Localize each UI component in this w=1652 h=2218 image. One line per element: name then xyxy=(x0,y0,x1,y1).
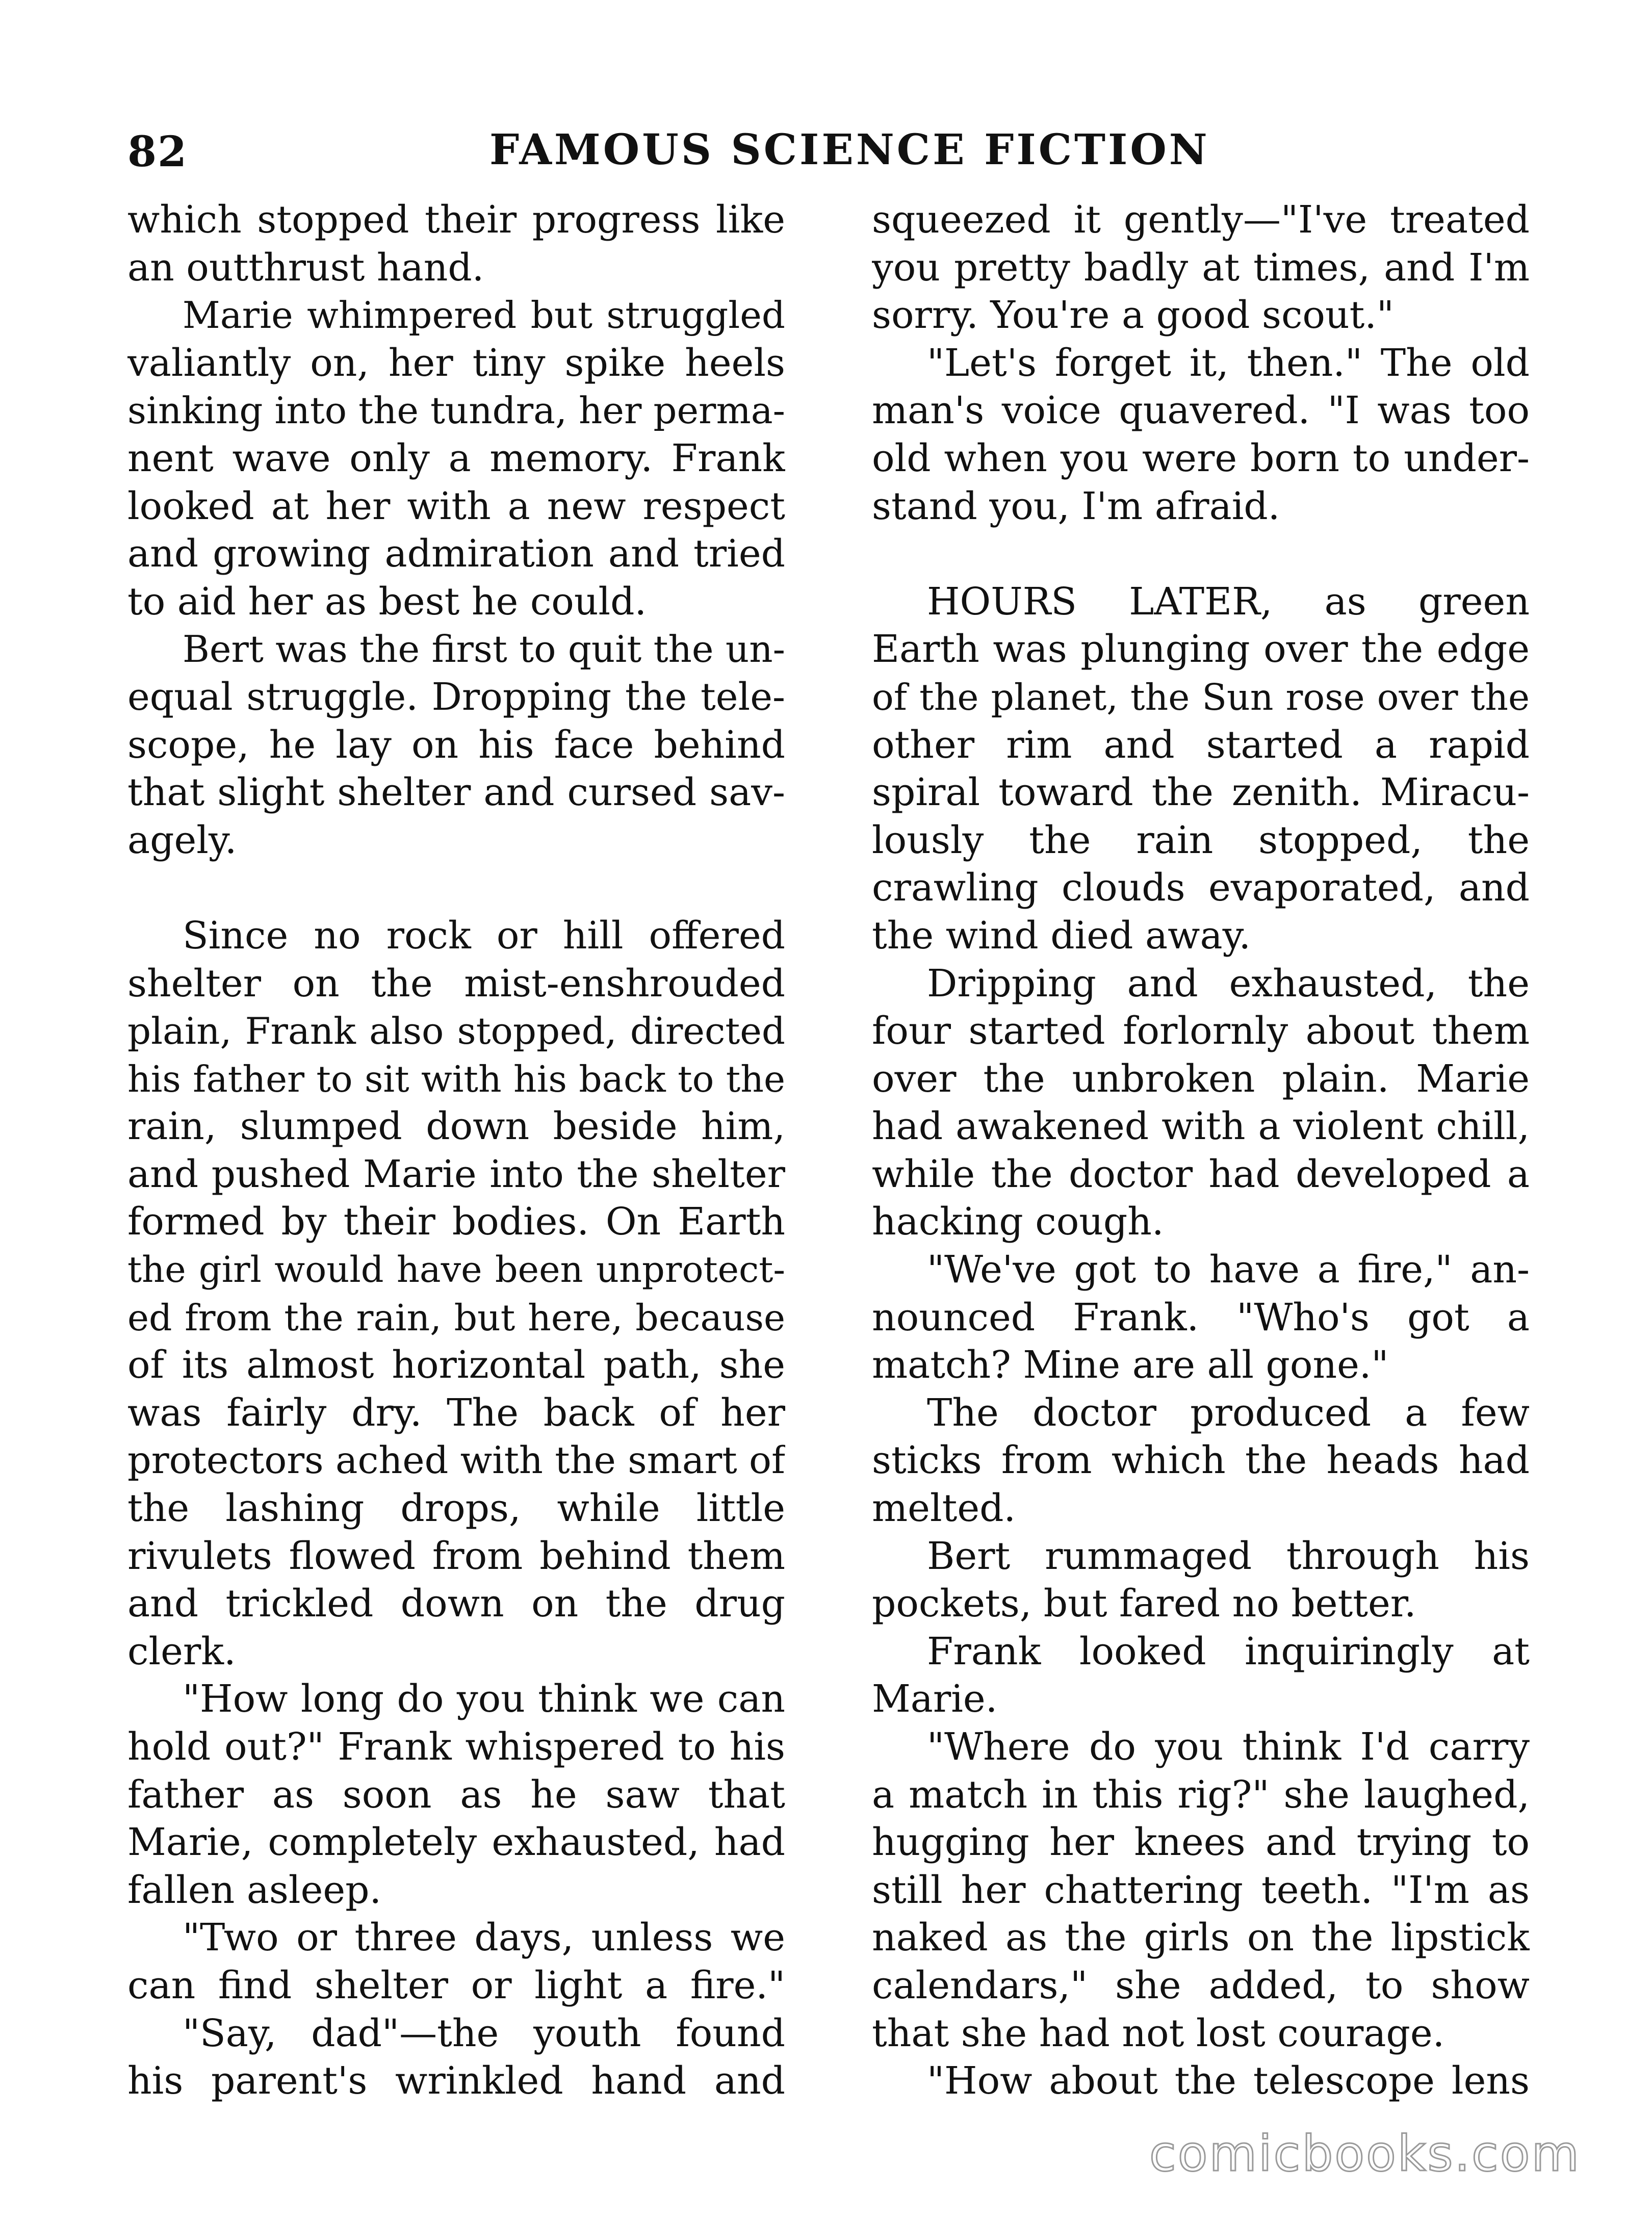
text-line: shelter on the mist-enshrouded xyxy=(127,961,785,1005)
text-line: melted. xyxy=(872,1486,1016,1531)
text-line: rain, slumped down beside him, xyxy=(127,1104,785,1149)
section-break xyxy=(872,530,1530,578)
text-line: over the unbroken plain. Marie xyxy=(872,1056,1530,1101)
text-line: clerk. xyxy=(127,1629,236,1673)
text-line: and growing admiration and tried xyxy=(127,532,785,576)
text-line: other rim and started a rapid xyxy=(872,723,1530,767)
text-line: HOURS LATER, as green xyxy=(927,579,1530,624)
text-line: ed from the rain, but here, because xyxy=(127,1296,785,1339)
text-line: "How about the telescope lens xyxy=(927,2059,1530,2103)
text-line: "How long do you think we can xyxy=(183,1677,785,1721)
text-line: "Let's forget it, then." The old xyxy=(927,341,1530,385)
text-line: an outthrust hand. xyxy=(127,245,484,290)
text-line: which stopped their progress like xyxy=(127,198,785,242)
text-line: Bert rummaged through his xyxy=(927,1534,1530,1578)
text-line: calendars," she added, to show xyxy=(872,1963,1530,2007)
text-line: hacking cough. xyxy=(872,1200,1164,1244)
text-line: plain, Frank also stopped, directed xyxy=(127,1010,785,1053)
text-line: Dripping and exhausted, the xyxy=(927,961,1530,1005)
text-line: four started forlornly about them xyxy=(872,1009,1530,1053)
text-line: and trickled down on the drug xyxy=(127,1582,785,1626)
text-line: the wind died away. xyxy=(872,913,1251,958)
text-line: Since no rock or hill offered xyxy=(183,913,785,958)
text-line: father as soon as he saw that xyxy=(127,1772,785,1817)
left-text-column xyxy=(127,196,785,2105)
text-line: spiral toward the zenith. Miracu- xyxy=(872,770,1530,815)
page-header xyxy=(127,122,1535,184)
text-line: nounced Frank. "Who's got a xyxy=(872,1295,1530,1339)
text-line: Bert was the first to quit the un- xyxy=(183,628,785,671)
text-line: still her chattering teeth. "I'm as xyxy=(872,1868,1530,1912)
page-number: 82 xyxy=(127,127,188,176)
text-line: formed by their bodies. On Earth xyxy=(127,1200,785,1244)
text-line: a match in this rig?" she laughed, xyxy=(872,1772,1530,1817)
text-line: that slight shelter and cursed sav- xyxy=(127,770,785,815)
text-line: that she had not lost courage. xyxy=(872,2011,1445,2055)
section-break xyxy=(127,864,785,912)
text-line: Marie, completely exhausted, had xyxy=(127,1820,785,1865)
text-line: was fairly dry. The back of her xyxy=(127,1390,785,1435)
text-line: Earth was plunging over the edge xyxy=(872,627,1530,672)
text-line: "Where do you think I'd carry xyxy=(927,1725,1530,1769)
text-line: crawling clouds evaporated, and xyxy=(872,866,1530,910)
running-title: FAMOUS SCIENCE FICTION xyxy=(489,125,1210,174)
text-line: rivulets flowed from behind them xyxy=(127,1534,785,1578)
text-line: Marie whimpered but struggled xyxy=(183,294,785,337)
right-text-column xyxy=(872,196,1530,2105)
text-line: you pretty badly at times, and I'm xyxy=(872,245,1530,290)
text-line: protectors ached with the smart of xyxy=(127,1439,785,1483)
text-line: scope, he lay on his face behind xyxy=(127,723,785,767)
text-line: "We've got to have a fire," an- xyxy=(927,1248,1530,1292)
text-line: to aid her as best he could. xyxy=(127,579,647,624)
text-line: hold out?" Frank whispered to his xyxy=(127,1725,785,1769)
text-line: his father to sit with his back to the xyxy=(127,1058,785,1100)
text-line: looked at her with a new respect xyxy=(127,484,785,528)
text-line: of the planet, the Sun rose over the xyxy=(872,676,1530,718)
text-line: sorry. You're a good scout." xyxy=(872,293,1394,338)
text-line: hugging her knees and trying to xyxy=(872,1820,1530,1865)
text-line: nent wave only a memory. Frank xyxy=(127,436,785,480)
text-line: stand you, I'm afraid. xyxy=(872,484,1280,528)
text-line: agely. xyxy=(127,818,237,862)
text-line: Marie. xyxy=(872,1677,998,1721)
text-line: sticks from which the heads had xyxy=(872,1438,1530,1483)
text-line: "Say, dad"—the youth found xyxy=(183,2011,785,2055)
text-line: can find shelter or light a fire." xyxy=(127,1963,785,2007)
text-line: and pushed Marie into the shelter xyxy=(127,1152,785,1196)
watermark: comicbooks.com xyxy=(1149,2125,1581,2182)
text-line: fallen asleep. xyxy=(127,1868,382,1912)
text-line: man's voice quavered. "I was too xyxy=(872,389,1530,433)
text-line: of its almost horizontal path, she xyxy=(127,1343,785,1387)
text-line: Frank looked inquiringly at xyxy=(927,1629,1530,1673)
text-line: equal struggle. Dropping the tele- xyxy=(127,675,785,719)
text-line: match? Mine are all gone." xyxy=(872,1343,1389,1387)
text-line: the lashing drops, while little xyxy=(127,1486,785,1531)
text-line: naked as the girls on the lipstick xyxy=(872,1916,1530,1960)
text-line: squeezed it gently—"I've treated xyxy=(872,198,1530,242)
text-line: his parent's wrinkled hand and xyxy=(127,2059,785,2103)
text-line: lously the rain stopped, the xyxy=(872,818,1530,862)
text-line: sinking into the tundra, her perma- xyxy=(127,389,785,432)
text-line: while the doctor had developed a xyxy=(872,1152,1530,1196)
text-line: valiantly on, her tiny spike heels xyxy=(127,341,785,385)
text-line: the girl would have been unprotect- xyxy=(127,1249,785,1291)
text-line: The doctor produced a few xyxy=(927,1390,1530,1435)
text-line: pockets, but fared no better. xyxy=(872,1582,1416,1626)
text-line: "Two or three days, unless we xyxy=(183,1916,785,1960)
text-line: old when you were born to under- xyxy=(872,436,1530,480)
text-line: had awakened with a violent chill, xyxy=(872,1104,1530,1149)
